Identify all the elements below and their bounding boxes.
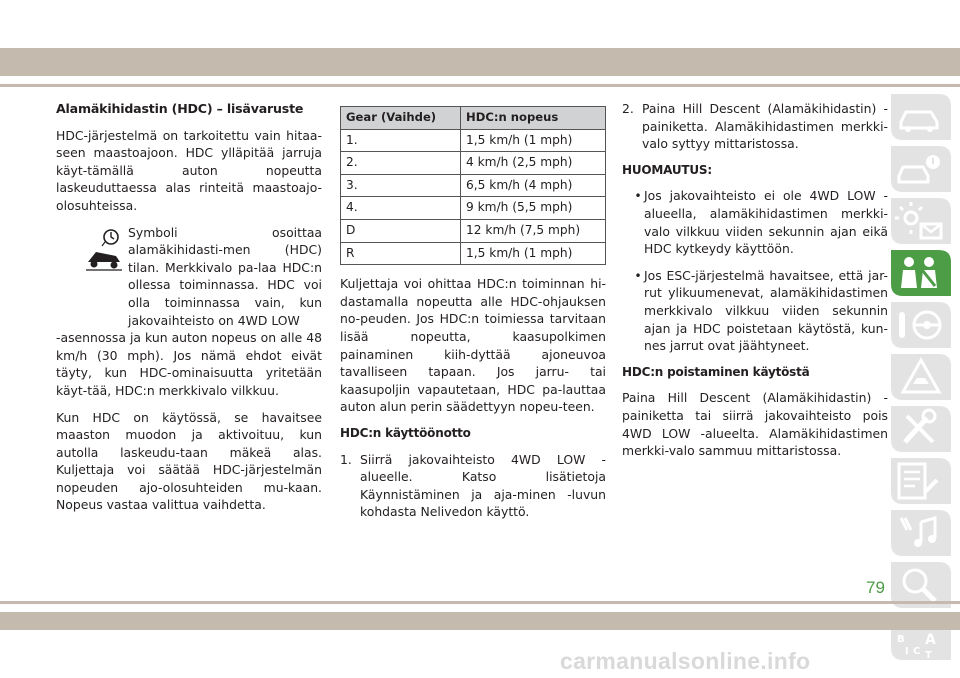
gear-cell: 1.: [341, 129, 461, 152]
bullet-marker: •: [634, 267, 642, 283]
speed-cell: 6,5 km/h (4 mph): [461, 174, 606, 197]
chapter-sidebar: [891, 94, 951, 666]
gear-cell: 4.: [341, 197, 461, 220]
deactivation-heading: HDC:n poistaminen käytöstä: [622, 364, 810, 379]
symbol-description: Symboli osoittaa alamäkihidasti-men (HDC) tilan. Merkkivalo pa-laa HDC:n ollessa toiminnassa. HDC voi olla toiminnassa vain, kun jakovaihteisto on 4WD LOW: [128, 224, 322, 328]
activation-heading: HDC:n käyttöönotto: [340, 425, 471, 440]
car-exterior-icon: [891, 94, 951, 140]
bullet-text: Jos ESC-järjestelmä havaitsee, että jar-rut ylikuumenevat, alamäkihidastimen merkkivalo vilkkuu viiden sekunnin ajan ja HDC poistetaan käytöstä, kun-nes jarrut ovat jäähtyneet.: [644, 267, 888, 354]
index-letter: B: [897, 634, 905, 645]
override-paragraph: Kuljettaja voi ohittaa HDC:n toiminnan hi-dastamalla nopeutta alle HDC-ohjauksen no-peuden. Jos HDC:n toimiessa tarvitaan lisää nopeutta, kaasupolkimen painaminen kiih-dyttää ajoneuvoa tavalliseen tapaan. Jos jarru- tai kaasupoljin vapautetaan, HDC pa-lauttaa auton alun perin säädettyyn nopeu-teen.: [340, 276, 606, 415]
column-middle: [340, 96, 606, 530]
column-left: [56, 100, 322, 523]
warning-lights-icon: [891, 198, 951, 244]
maintenance-list-icon: [891, 458, 951, 504]
symbol-paragraph-continued: -asennossa ja kun auton nopeus on alle 48 km/h (30 mph). Jos nämä ehdot eivät täyty, kun HDC-ominaisuutta yritetään käyt-tää, HDC:n merkkivalo vilkkuu.: [56, 330, 322, 398]
index-letter: A: [925, 632, 936, 648]
gear-cell: 2.: [341, 152, 461, 175]
top-margin: [0, 0, 960, 48]
steering-wheel-icon: [891, 302, 951, 348]
chapter-tab-tools[interactable]: [891, 406, 951, 452]
deactivation-paragraph: Paina Hill Descent (Alamäkihidastin) -painiketta tai siirrä jakovaihteisto pois 4WD LOW -alueelta. Alamäkihidastimen merkki-valo sammuu mittaristossa.: [622, 390, 888, 459]
speed-cell: 4 km/h (2,5 mph): [461, 152, 606, 175]
chapter-tab-car-info[interactable]: [891, 146, 951, 192]
speed-cell: 1,5 km/h (1 mph): [461, 129, 606, 152]
note-bullet: [632, 187, 888, 257]
footer-rule: [0, 601, 960, 604]
header-band: [0, 48, 960, 76]
car-info-icon: [891, 146, 951, 192]
index-letter: I: [905, 646, 909, 657]
step-1: [340, 451, 606, 521]
section-heading: Alamäkihidastin (HDC) – lisävaruste: [56, 101, 304, 116]
chapter-tab-multimedia[interactable]: [891, 510, 951, 556]
step-text: Siirrä jakovaihteisto 4WD LOW -alueelle. Katso lisätietoja Käynnistäminen ja aja-minen -luvun kohdasta Nelivedon käyttö.: [360, 451, 606, 520]
table-row: [341, 152, 606, 175]
index-letter: C: [913, 646, 921, 657]
chapter-tab-steering[interactable]: [891, 302, 951, 348]
seat-safety-icon: [891, 250, 951, 296]
step-2: [622, 100, 888, 153]
chapter-tab-seat-safety[interactable]: [891, 250, 951, 296]
usage-paragraph: Kun HDC on käytössä, se havaitsee maaston muodon ja aktivoituu, kun autolla laskeudu-taan mäkeä alas. Kuljettaja voi säätää HDC-järjestelmän nopeuden ajo-olosuhteiden mu-kaan. Nopeus vastaa valittua vaihdetta.: [56, 409, 322, 513]
footer-band: [0, 612, 960, 630]
watermark: carmanualsonline.info: [560, 648, 811, 674]
table-row: [341, 242, 606, 265]
table-header-speed: HDC:n nopeus: [461, 107, 606, 130]
speed-cell: 1,5 km/h (1 mph): [461, 242, 606, 265]
table-row: [341, 174, 606, 197]
roadside-warning-icon: [891, 354, 951, 400]
speed-cell: 9 km/h (5,5 mph): [461, 197, 606, 220]
multimedia-icon: [891, 510, 951, 556]
table-header-row: [341, 107, 606, 130]
tools-icon: [891, 406, 951, 452]
step-number: 1.: [340, 451, 352, 467]
table-header-gear: Gear (Vaihde): [341, 107, 461, 130]
column-right: [622, 100, 888, 469]
table-row: [341, 197, 606, 220]
chapter-tab-roadside[interactable]: [891, 354, 951, 400]
step-number: 2.: [622, 101, 634, 116]
bullet-text: Jos jakovaihteisto ei ole 4WD LOW -alueella, alamäkihidastimen merkki-valo vilkkuu viiden sekunnin ajan eikä HDC kytkeydy käyttöön.: [644, 188, 888, 257]
note-heading: HUOMAUTUS:: [622, 162, 712, 177]
step-text: Paina Hill Descent (Alamäkihidastin) -painiketta. Alamäkihidastimen merkki-valo syttyy mittaristossa.: [642, 101, 888, 152]
intro-paragraph: HDC-järjestelmä on tarkoitettu vain hitaa-seen maastoajoon. HDC ylläpitää jarruja käyt-tämällä auton nopeutta laskeuduttaessa alas rinteitä maastoajo-olosuhteissa.: [56, 127, 322, 213]
table-row: [341, 129, 606, 152]
gear-speed-table: [340, 106, 606, 265]
gear-cell: 3.: [341, 174, 461, 197]
gear-cell: D: [341, 219, 461, 242]
symbol-block: [56, 224, 322, 330]
chapter-tab-warning-lights[interactable]: [891, 198, 951, 244]
gear-cell: R: [341, 242, 461, 265]
header-rule: [0, 84, 960, 87]
speed-cell: 12 km/h (7,5 mph): [461, 219, 606, 242]
page-number: 79: [866, 578, 885, 597]
chapter-tab-car-exterior[interactable]: [891, 94, 951, 140]
hdc-warning-light-icon: [82, 228, 126, 272]
chapter-tab-maintenance[interactable]: [891, 458, 951, 504]
note-bullet: [632, 267, 888, 355]
table-row: [341, 219, 606, 242]
bullet-marker: •: [634, 188, 642, 204]
index-letter: T: [925, 650, 932, 660]
